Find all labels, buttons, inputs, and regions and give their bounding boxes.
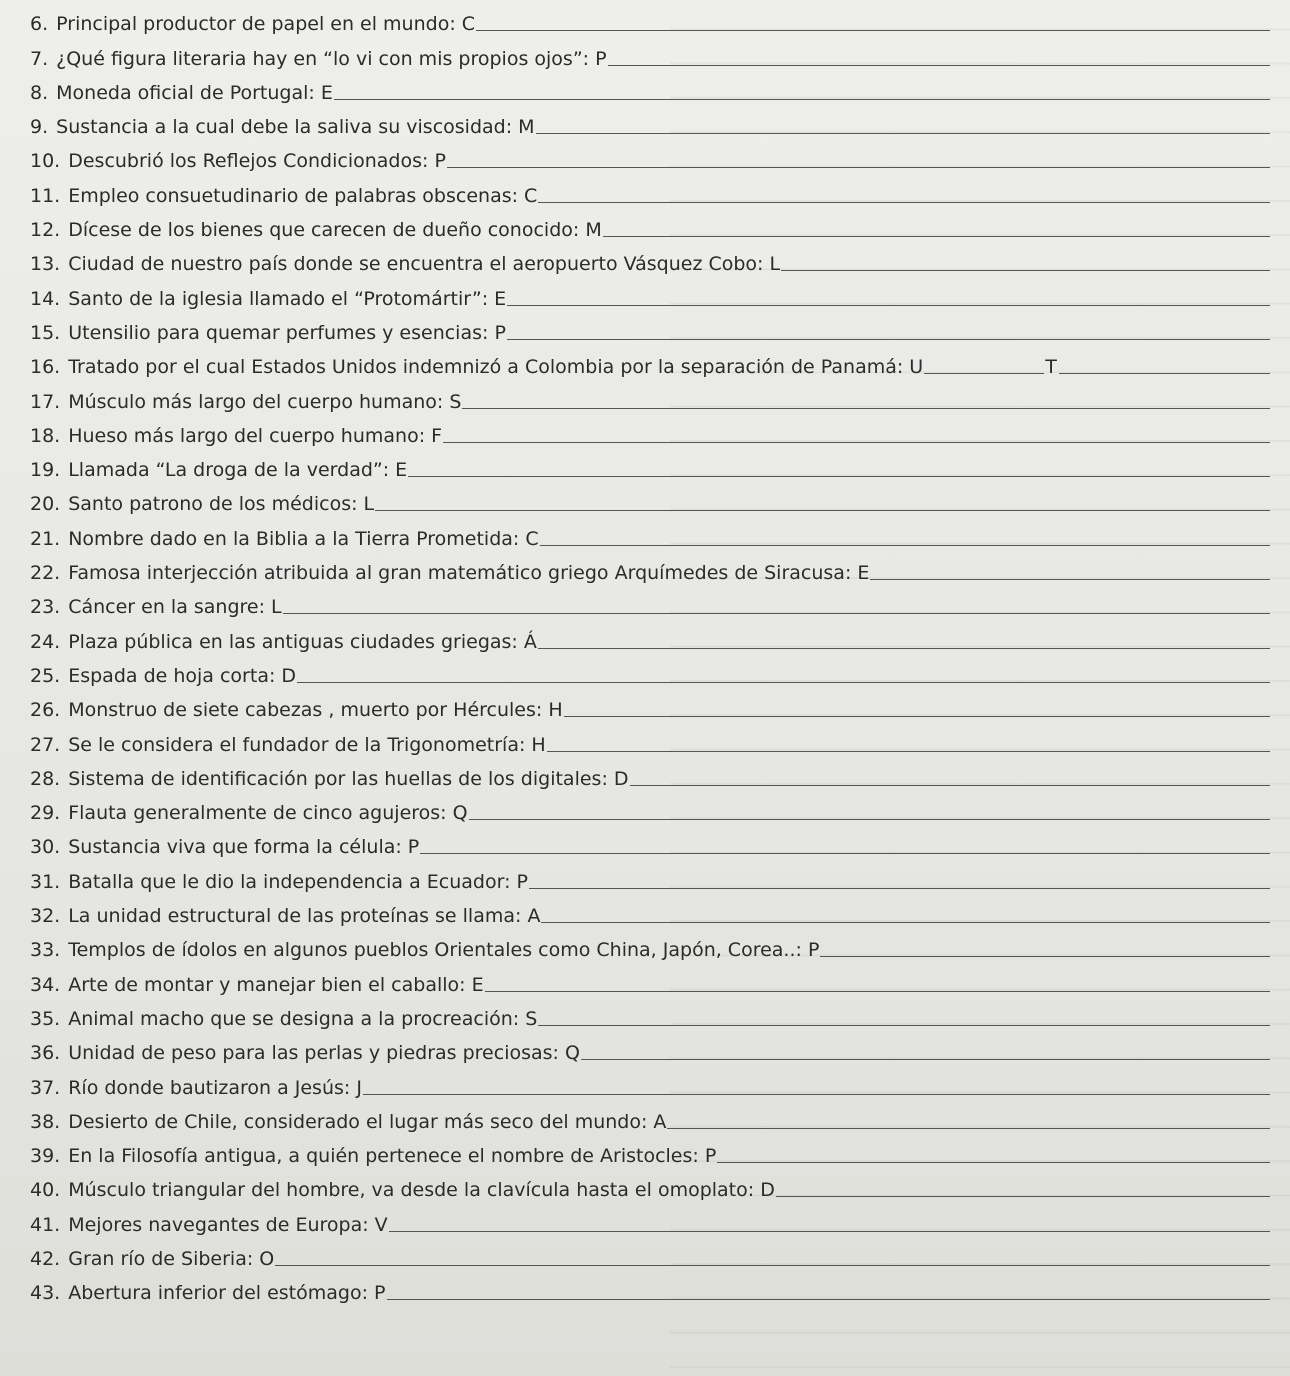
question-item bbox=[30, 861, 1270, 895]
question-text: Tratado por el cual Estados Unidos indemnizó a Colombia por la separación de Panamá: U bbox=[68, 356, 924, 379]
question-item bbox=[30, 759, 1270, 793]
question-number: 24. bbox=[30, 630, 61, 653]
question-text: Hueso más largo del cuerpo humano: F bbox=[68, 424, 443, 447]
answer-blank[interactable] bbox=[717, 1162, 1270, 1163]
question-number: 42. bbox=[30, 1247, 61, 1270]
answer-blank[interactable] bbox=[447, 167, 1270, 168]
question-item bbox=[30, 416, 1270, 450]
question-number: 36. bbox=[30, 1042, 61, 1065]
answer-blank[interactable] bbox=[667, 1128, 1270, 1129]
question-number: 34. bbox=[30, 973, 61, 996]
question-item bbox=[30, 347, 1270, 381]
question-text: Flauta generalmente de cinco agujeros: Q bbox=[68, 802, 468, 825]
answer-blank[interactable] bbox=[485, 991, 1270, 992]
question-item bbox=[30, 896, 1270, 930]
answer-blank[interactable] bbox=[541, 922, 1270, 923]
answer-blank[interactable] bbox=[389, 1231, 1270, 1232]
answer-blank[interactable] bbox=[538, 648, 1270, 649]
question-item bbox=[30, 518, 1270, 552]
answer-blank[interactable] bbox=[538, 202, 1270, 203]
question-item bbox=[30, 793, 1270, 827]
question-number: 33. bbox=[30, 939, 61, 962]
question-item bbox=[30, 381, 1270, 415]
question-text: Moneda oficial de Portugal: E bbox=[56, 81, 333, 104]
question-item bbox=[30, 4, 1270, 38]
question-number: 38. bbox=[30, 1110, 61, 1133]
question-text: Templos de ídolos en algunos pueblos Orientales como China, Japón, Corea..: P bbox=[68, 939, 820, 962]
answer-blank[interactable] bbox=[408, 476, 1270, 477]
question-number: 27. bbox=[30, 733, 61, 756]
question-item bbox=[30, 930, 1270, 964]
answer-blank[interactable] bbox=[275, 1265, 1270, 1266]
question-number: 31. bbox=[30, 870, 61, 893]
answer-blank[interactable] bbox=[443, 442, 1270, 443]
question-item bbox=[30, 1102, 1270, 1136]
answer-blank[interactable] bbox=[564, 716, 1270, 717]
question-item bbox=[30, 38, 1270, 72]
answer-blank[interactable] bbox=[781, 270, 1270, 271]
answer-blank[interactable] bbox=[375, 510, 1270, 511]
answer-blank[interactable] bbox=[476, 30, 1270, 31]
answer-blank[interactable] bbox=[507, 305, 1270, 306]
question-number: 7. bbox=[30, 47, 49, 70]
answer-blank[interactable] bbox=[462, 408, 1270, 409]
answer-blank[interactable] bbox=[536, 133, 1270, 134]
question-text: Se le considera el fundador de la Trigonometría: H bbox=[68, 733, 546, 756]
answer-blank[interactable] bbox=[1059, 373, 1270, 374]
question-number: 43. bbox=[30, 1282, 61, 1305]
question-item bbox=[30, 553, 1270, 587]
question-text: Empleo consuetudinario de palabras obscenas: C bbox=[68, 184, 538, 207]
question-number: 15. bbox=[30, 321, 61, 344]
question-number: 41. bbox=[30, 1213, 61, 1236]
question-number: 37. bbox=[30, 1076, 61, 1099]
answer-blank[interactable] bbox=[924, 373, 1044, 374]
question-text: Santo de la iglesia llamado el “Protomártir”: E bbox=[68, 287, 507, 310]
question-item bbox=[30, 1239, 1270, 1273]
question-number: 10. bbox=[30, 150, 61, 173]
question-text: Utensilio para quemar perfumes y esencias: P bbox=[68, 321, 506, 344]
answer-blank[interactable] bbox=[603, 236, 1270, 237]
question-number: 25. bbox=[30, 664, 61, 687]
question-text: Espada de hoja corta: D bbox=[68, 664, 297, 687]
answer-blank[interactable] bbox=[776, 1196, 1270, 1197]
answer-blank[interactable] bbox=[297, 682, 1270, 683]
question-item bbox=[30, 484, 1270, 518]
question-item bbox=[30, 1136, 1270, 1170]
question-text: La unidad estructural de las proteínas se llama: A bbox=[68, 905, 541, 928]
question-item bbox=[30, 621, 1270, 655]
question-text: Principal productor de papel en el mundo: C bbox=[56, 13, 476, 36]
answer-blank[interactable] bbox=[283, 613, 1270, 614]
question-number: 6. bbox=[30, 13, 49, 36]
question-item bbox=[30, 1170, 1270, 1204]
question-item bbox=[30, 175, 1270, 209]
question-number: 9. bbox=[30, 116, 49, 139]
question-item bbox=[30, 107, 1270, 141]
answer-blank[interactable] bbox=[529, 888, 1270, 889]
question-item bbox=[30, 964, 1270, 998]
question-text: ¿Qué figura literaria hay en “lo vi con mis propios ojos”: P bbox=[56, 47, 607, 70]
question-number: 23. bbox=[30, 596, 61, 619]
question-item bbox=[30, 690, 1270, 724]
question-text: Músculo más largo del cuerpo humano: S bbox=[68, 390, 462, 413]
question-text: Santo patrono de los médicos: L bbox=[68, 493, 375, 516]
question-number: 17. bbox=[30, 390, 61, 413]
question-number: 30. bbox=[30, 836, 61, 859]
question-text: Animal macho que se designa a la procreación: S bbox=[68, 1007, 538, 1030]
question-item bbox=[30, 724, 1270, 758]
question-item bbox=[30, 999, 1270, 1033]
answer-blank[interactable] bbox=[820, 956, 1270, 957]
question-text: Cáncer en la sangre: L bbox=[68, 596, 282, 619]
question-number: 8. bbox=[30, 81, 49, 104]
question-text: Ciudad de nuestro país donde se encuentra el aeropuerto Vásquez Cobo: L bbox=[68, 253, 781, 276]
question-text: Gran río de Siberia: O bbox=[68, 1247, 275, 1270]
question-item bbox=[30, 1273, 1270, 1307]
question-number: 22. bbox=[30, 562, 61, 585]
question-text: En la Filosofía antigua, a quién pertenece el nombre de Aristocles: P bbox=[68, 1145, 717, 1168]
question-item bbox=[30, 141, 1270, 175]
question-item bbox=[30, 1067, 1270, 1101]
question-number: 12. bbox=[30, 219, 61, 242]
question-item bbox=[30, 1204, 1270, 1238]
question-text: Llamada “La droga de la verdad”: E bbox=[68, 459, 408, 482]
question-number: 28. bbox=[30, 767, 61, 790]
question-text: Famosa interjección atribuida al gran matemático griego Arquímedes de Siracusa: E bbox=[68, 562, 870, 585]
question-number: 19. bbox=[30, 459, 61, 482]
answer-hint-letter: T bbox=[1045, 356, 1057, 379]
question-text: Descubrió los Reflejos Condicionados: P bbox=[68, 150, 446, 173]
question-text: Mejores navegantes de Europa: V bbox=[68, 1213, 388, 1236]
answer-blank[interactable] bbox=[540, 545, 1270, 546]
question-number: 13. bbox=[30, 253, 61, 276]
question-text: Unidad de peso para las perlas y piedras preciosas: Q bbox=[68, 1042, 580, 1065]
question-number: 40. bbox=[30, 1179, 61, 1202]
question-item bbox=[30, 656, 1270, 690]
question-item bbox=[30, 1033, 1270, 1067]
question-text: Desierto de Chile, considerado el lugar más seco del mundo: A bbox=[68, 1110, 667, 1133]
answer-blank[interactable] bbox=[581, 1059, 1270, 1060]
question-number: 29. bbox=[30, 802, 61, 825]
answer-blank[interactable] bbox=[547, 751, 1270, 752]
answer-blank[interactable] bbox=[538, 1025, 1270, 1026]
question-text: Batalla que le dio la independencia a Ecuador: P bbox=[68, 870, 528, 893]
question-text: Río donde bautizaron a Jesús: J bbox=[68, 1076, 362, 1099]
question-item bbox=[30, 210, 1270, 244]
question-item bbox=[30, 313, 1270, 347]
question-text: Músculo triangular del hombre, va desde la clavícula hasta el omoplato: D bbox=[68, 1179, 775, 1202]
question-item bbox=[30, 587, 1270, 621]
question-number: 11. bbox=[30, 184, 61, 207]
question-number: 14. bbox=[30, 287, 61, 310]
answer-blank[interactable] bbox=[363, 1094, 1270, 1095]
answer-blank[interactable] bbox=[420, 853, 1270, 854]
question-item bbox=[30, 827, 1270, 861]
question-list bbox=[30, 4, 1270, 1307]
answer-blank[interactable] bbox=[608, 65, 1270, 66]
question-text: Sustancia a la cual debe la saliva su viscosidad: M bbox=[56, 116, 535, 139]
question-text: Sustancia viva que forma la célula: P bbox=[68, 836, 420, 859]
question-text: Plaza pública en las antiguas ciudades griegas: Á bbox=[68, 630, 537, 653]
answer-blank[interactable] bbox=[630, 785, 1270, 786]
question-number: 26. bbox=[30, 699, 61, 722]
question-text: Arte de montar y manejar bien el caballo: E bbox=[68, 973, 484, 996]
question-item bbox=[30, 450, 1270, 484]
question-item bbox=[30, 244, 1270, 278]
question-number: 21. bbox=[30, 527, 61, 550]
question-text: Sistema de identificación por las huellas de los digitales: D bbox=[68, 767, 629, 790]
question-number: 16. bbox=[30, 356, 61, 379]
question-item bbox=[30, 278, 1270, 312]
answer-blank[interactable] bbox=[469, 819, 1270, 820]
question-text: Nombre dado en la Biblia a la Tierra Prometida: C bbox=[68, 527, 539, 550]
question-number: 18. bbox=[30, 424, 61, 447]
question-text: Abertura inferior del estómago: P bbox=[68, 1282, 386, 1305]
question-number: 20. bbox=[30, 493, 61, 516]
question-number: 32. bbox=[30, 905, 61, 928]
question-number: 39. bbox=[30, 1145, 61, 1168]
answer-blank[interactable] bbox=[334, 99, 1270, 100]
answer-blank[interactable] bbox=[507, 339, 1270, 340]
answer-blank[interactable] bbox=[387, 1299, 1271, 1300]
question-item bbox=[30, 73, 1270, 107]
question-text: Monstruo de siete cabezas , muerto por Hércules: H bbox=[68, 699, 563, 722]
question-text: Dícese de los bienes que carecen de dueño conocido: M bbox=[68, 219, 602, 242]
answer-blank[interactable] bbox=[870, 579, 1270, 580]
question-number: 35. bbox=[30, 1007, 61, 1030]
